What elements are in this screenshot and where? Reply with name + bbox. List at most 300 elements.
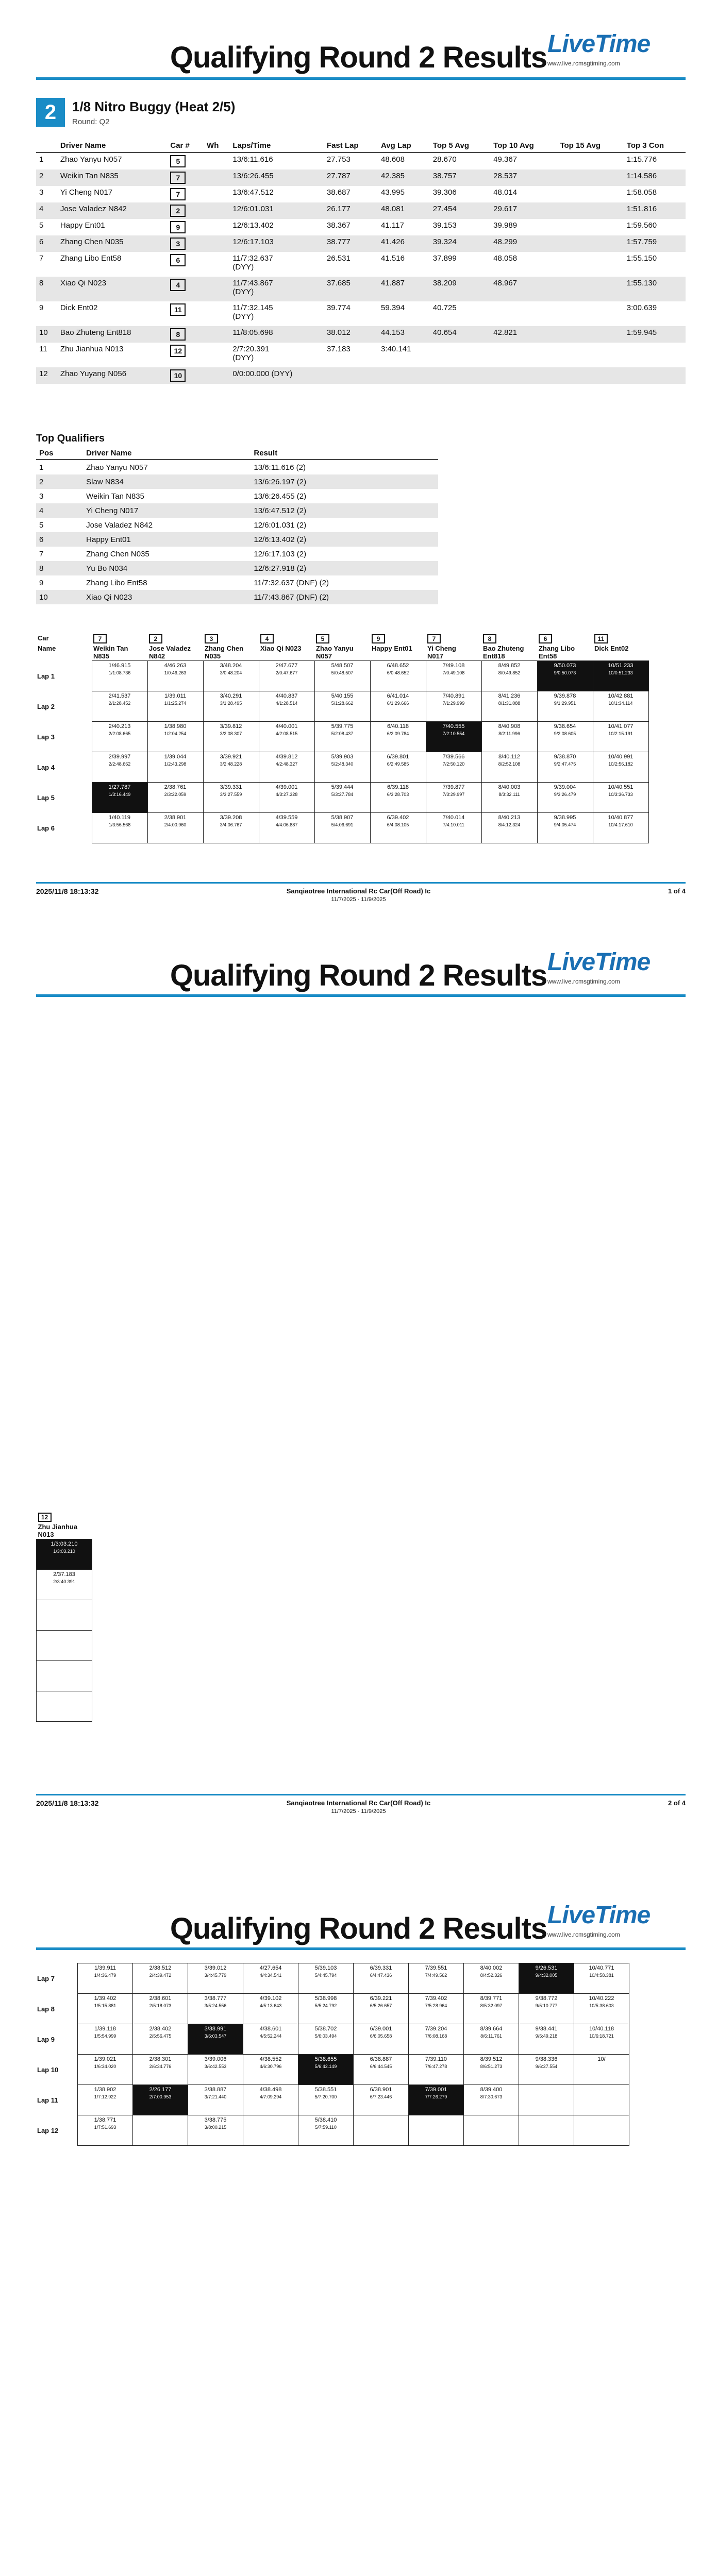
result-avg-cell: 48.608 bbox=[381, 155, 405, 164]
lap-cell bbox=[464, 2085, 519, 2115]
laps-time-value: 2/7:20.391 bbox=[232, 345, 270, 353]
lap-total: 3/8:00.215 bbox=[204, 2125, 227, 2130]
footer-event-dates: 11/7/2025 - 11/9/2025 bbox=[331, 896, 386, 903]
lap-total: 6/3:28.703 bbox=[387, 792, 409, 797]
lap-total: 4/5:52.244 bbox=[259, 2033, 282, 2039]
lap-total: 1/3:16.449 bbox=[108, 792, 131, 797]
lap-cell bbox=[37, 1570, 92, 1600]
result-fast-cell: 38.367 bbox=[326, 221, 351, 230]
laps-note: (DYY) bbox=[232, 312, 254, 321]
lap-grid-page-2 bbox=[36, 1512, 92, 1722]
result-t15-cell bbox=[557, 170, 623, 186]
driver-name-cell: Zhu Jianhua N013 bbox=[60, 345, 124, 353]
result-t5-cell bbox=[430, 367, 490, 384]
lap-time: 1/39.911 bbox=[94, 1965, 116, 1971]
lap-cell bbox=[188, 2115, 243, 2146]
result-t10-cell bbox=[490, 367, 557, 384]
result-fast-cell: 37.685 bbox=[324, 277, 378, 301]
lap-grid-car-row bbox=[37, 1512, 92, 1522]
lap-time: 4/39.559 bbox=[275, 815, 298, 821]
lap-cell bbox=[519, 1994, 574, 2024]
qualifier-position: 5 bbox=[39, 520, 44, 530]
lap-cell bbox=[519, 1963, 574, 1994]
qualifier-result: 13/6:47.512 (2) bbox=[251, 503, 438, 518]
result-t5-cell: 37.899 bbox=[432, 254, 457, 263]
column-car-number bbox=[370, 634, 426, 644]
name-label: Name bbox=[38, 645, 56, 652]
column-driver-name bbox=[37, 1522, 92, 1539]
driver-id: N057 bbox=[316, 652, 332, 660]
qualifier-result: 12/6:13.402 (2) bbox=[251, 532, 438, 547]
laps-note: (DYY) bbox=[232, 263, 254, 272]
laps-time-cell bbox=[229, 152, 323, 170]
lap-cell bbox=[37, 1631, 92, 1661]
qualifier-result: 11/7:32.637 (DNF) (2) bbox=[254, 578, 329, 587]
position-cell: 8 bbox=[36, 277, 57, 301]
car-number-badge: 3 bbox=[205, 634, 218, 643]
lap-label: Lap 3 bbox=[37, 733, 55, 741]
car-number-badge: 6 bbox=[170, 254, 186, 266]
lap-cell bbox=[259, 722, 314, 752]
lap-time: 9/38.995 bbox=[554, 815, 576, 821]
lap-cell bbox=[37, 1600, 92, 1631]
lap-label: Lap 10 bbox=[37, 2065, 59, 2074]
results-header bbox=[36, 139, 57, 152]
car-number-badge: 5 bbox=[170, 155, 186, 167]
results-row bbox=[36, 186, 686, 202]
position-cell: 9 bbox=[39, 303, 44, 312]
lap-total: 2/5:18.073 bbox=[149, 2003, 172, 2008]
laps-time-value: 11/8:05.698 bbox=[232, 328, 273, 337]
qualifier-result: 12/6:01.031 (2) bbox=[254, 520, 307, 530]
result-t5-cell: 38.757 bbox=[430, 170, 490, 186]
lap-cell bbox=[370, 661, 426, 691]
lap-time: 8/39.512 bbox=[480, 2056, 503, 2062]
lap-row bbox=[36, 783, 648, 813]
lap-time: 6/39.331 bbox=[370, 1965, 392, 1971]
lap-grid-car-row bbox=[36, 634, 648, 644]
lap-time: 7/39.402 bbox=[425, 1995, 447, 2002]
lap-label: Lap 9 bbox=[37, 2035, 55, 2043]
page-title: Qualifying Round 2 Results bbox=[170, 1912, 547, 1945]
lap-total: 2/4:39.472 bbox=[149, 1973, 172, 1978]
result-fast-cell: 27.753 bbox=[326, 155, 351, 164]
laps-time-value: 11/7:32.145 bbox=[232, 303, 273, 312]
position-cell: 5 bbox=[39, 221, 44, 230]
lap-cell bbox=[243, 1994, 298, 2024]
lap-total: 9/4:32.005 bbox=[535, 1973, 558, 1978]
lap-total: 7/0:49.108 bbox=[442, 670, 465, 675]
lap-time: 10/42.881 bbox=[608, 693, 633, 699]
lap-time: 7/39.204 bbox=[425, 2026, 447, 2032]
lap-time: 4/40.001 bbox=[275, 723, 298, 730]
lap-cell bbox=[147, 783, 203, 813]
results-header: Fast Lap bbox=[324, 139, 378, 152]
lap-cell bbox=[203, 661, 259, 691]
lap-time: 9/26.531 bbox=[535, 1965, 558, 1971]
lap-cell bbox=[354, 2055, 409, 2085]
lap-total: 10/1:34.114 bbox=[608, 701, 633, 706]
car-number-cell bbox=[167, 170, 204, 186]
lap-time: 7/39.566 bbox=[442, 754, 465, 760]
lap-cell bbox=[370, 722, 426, 752]
lap-total: 9/6:27.554 bbox=[535, 2064, 558, 2069]
lap-cell bbox=[133, 2024, 188, 2055]
lap-row bbox=[36, 752, 648, 783]
lap-cell bbox=[78, 1963, 133, 1994]
driver-name-cell: Xiao Qi N023 bbox=[57, 277, 167, 301]
lap-time: 6/39.001 bbox=[370, 2026, 392, 2032]
lap-total: 6/1:29.666 bbox=[387, 701, 409, 706]
result-con-cell: 1:59.560 bbox=[626, 221, 657, 230]
livetime-logo: LiveTime bbox=[547, 1902, 651, 1929]
driver-name: Weikin Tan bbox=[93, 645, 128, 652]
lap-label: Lap 7 bbox=[37, 1974, 55, 1982]
wheel-cell bbox=[204, 326, 229, 343]
lap-cell bbox=[593, 783, 648, 813]
driver-id: Ent818 bbox=[483, 652, 505, 660]
lap-time: 1/38.902 bbox=[94, 2087, 116, 2093]
driver-id: N017 bbox=[427, 652, 444, 660]
lap-total: 10/2:56.182 bbox=[608, 761, 633, 767]
lap-total: 4/4:34.541 bbox=[259, 1973, 282, 1978]
lap-total: 2/6:34.776 bbox=[149, 2064, 172, 2069]
lap-total: 10/6:18.721 bbox=[589, 2033, 614, 2039]
lap-row bbox=[36, 661, 648, 691]
wheel-cell bbox=[204, 170, 229, 186]
car-number-badge: 8 bbox=[170, 328, 186, 341]
result-t5-cell: 40.725 bbox=[432, 303, 457, 312]
lap-cell bbox=[409, 2024, 464, 2055]
laps-time-value: 12/6:01.031 bbox=[232, 205, 274, 213]
driver-name: Zhu Jianhua bbox=[38, 1523, 78, 1531]
lap-row bbox=[36, 813, 648, 843]
heat-title: 1/8 Nitro Buggy (Heat 2/5) bbox=[72, 99, 236, 114]
lap-cell bbox=[314, 752, 370, 783]
car-number-cell bbox=[167, 219, 204, 235]
lap-cell bbox=[203, 752, 259, 783]
lap-time: 3/39.331 bbox=[220, 784, 242, 790]
result-t15-cell bbox=[557, 235, 623, 252]
lap-time: 3/38.991 bbox=[204, 2026, 227, 2032]
lap-time: 1/39.118 bbox=[94, 2026, 116, 2032]
lap-row bbox=[36, 2115, 629, 2146]
header-divider bbox=[36, 77, 686, 80]
lap-grid-page-1 bbox=[36, 634, 649, 843]
lap-time: 7/39.110 bbox=[425, 2056, 447, 2062]
lap-cell bbox=[370, 783, 426, 813]
lap-cell bbox=[188, 2024, 243, 2055]
car-number-badge: 12 bbox=[170, 345, 186, 357]
lap-time: 7/40.555 bbox=[442, 723, 465, 730]
top-qualifier-row bbox=[36, 518, 438, 532]
lap-cell bbox=[519, 2055, 574, 2085]
car-number-badge: 2 bbox=[170, 205, 186, 217]
lap-cell bbox=[203, 722, 259, 752]
lap-total: 4/2:48.327 bbox=[275, 761, 298, 767]
lap-time: 5/38.551 bbox=[314, 2087, 337, 2093]
lap-total: 1/5:54.999 bbox=[94, 2033, 116, 2039]
column-car-number bbox=[259, 634, 314, 644]
laps-time-value: 11/7:43.867 bbox=[232, 279, 273, 287]
driver-id: Ent58 bbox=[539, 652, 557, 660]
results-header: Top 5 Avg bbox=[430, 139, 490, 152]
heat-subtitle: Round: Q2 bbox=[72, 117, 110, 126]
column-car-number bbox=[537, 634, 593, 644]
lap-cell bbox=[78, 2055, 133, 2085]
lap-total: 7/7:26.279 bbox=[425, 2094, 447, 2099]
lap-total: 7/2:10.554 bbox=[442, 731, 465, 736]
laps-note: (DYY) bbox=[232, 287, 254, 296]
laps-time-cell bbox=[229, 170, 323, 186]
car-number-cell bbox=[167, 235, 204, 252]
lap-total: 1/7:51.693 bbox=[94, 2125, 116, 2130]
qualifier-result: 13/6:26.455 (2) bbox=[254, 492, 307, 501]
lap-row bbox=[37, 1539, 92, 1570]
lap-label: Lap 8 bbox=[37, 2005, 55, 2013]
lap-time: 2/39.997 bbox=[108, 754, 131, 760]
position-cell: 2 bbox=[36, 170, 57, 186]
position-cell: 12 bbox=[36, 367, 57, 384]
car-number-badge: 7 bbox=[427, 634, 441, 643]
lap-cell bbox=[426, 661, 481, 691]
lap-cell bbox=[92, 722, 147, 752]
lap-time: 6/39.221 bbox=[370, 1995, 392, 2002]
lap-total: 9/1:29.951 bbox=[554, 701, 576, 706]
lap-time: 5/39.444 bbox=[331, 784, 354, 790]
lap-cell bbox=[314, 661, 370, 691]
laps-time-cell bbox=[229, 252, 323, 277]
lap-time: 4/27.654 bbox=[259, 1965, 282, 1971]
lap-time: 8/40.003 bbox=[498, 784, 521, 790]
lap-total: 9/2:08.605 bbox=[554, 731, 576, 736]
lap-cell bbox=[133, 2115, 188, 2146]
result-avg-cell: 41.516 bbox=[381, 254, 405, 263]
car-number-cell bbox=[167, 152, 204, 170]
lap-cell bbox=[133, 1963, 188, 1994]
result-t10-cell: 48.967 bbox=[490, 277, 557, 301]
footer-date: 2025/11/8 18:13:32 bbox=[36, 887, 99, 895]
lap-time: 8/41.236 bbox=[498, 693, 521, 699]
results-row bbox=[36, 219, 686, 235]
lap-time: 10/ bbox=[597, 2056, 606, 2062]
top-qualifier-row bbox=[36, 561, 438, 575]
position-cell: 11 bbox=[39, 345, 47, 353]
top-qualifier-row bbox=[36, 547, 438, 561]
lap-cell bbox=[314, 691, 370, 722]
lap-total: 6/2:09.784 bbox=[387, 731, 409, 736]
position-cell: 4 bbox=[36, 202, 57, 219]
lap-cell bbox=[92, 783, 147, 813]
lap-cell bbox=[481, 813, 537, 843]
lap-total: 4/7:09.294 bbox=[259, 2094, 282, 2099]
car-number-badge: 7 bbox=[170, 172, 186, 184]
result-t15-cell bbox=[557, 186, 623, 202]
result-avg-cell: 59.394 bbox=[381, 303, 405, 312]
lap-time: 1/38.980 bbox=[164, 723, 187, 730]
driver-name: Zhang Libo bbox=[539, 645, 575, 652]
lap-time: 1/39.011 bbox=[164, 693, 186, 699]
laps-time-cell bbox=[229, 235, 323, 252]
laps-time-cell bbox=[229, 277, 323, 301]
lap-time: 3/39.006 bbox=[204, 2056, 227, 2062]
lap-cell bbox=[481, 722, 537, 752]
lap-total: 2/3:22.059 bbox=[164, 792, 187, 797]
lap-cell bbox=[203, 783, 259, 813]
lap-total: 2/7:00.953 bbox=[149, 2094, 172, 2099]
qualifier-name: Weikin Tan N835 bbox=[86, 492, 144, 501]
qualifier-result: 12/6:17.103 (2) bbox=[254, 549, 307, 558]
lap-label: Lap 6 bbox=[37, 824, 55, 832]
result-con-cell bbox=[624, 367, 686, 384]
car-number-cell bbox=[167, 343, 204, 367]
lap-time: 3/48.204 bbox=[220, 663, 242, 669]
lap-time: 10/51.233 bbox=[608, 663, 633, 669]
lap-cell bbox=[243, 2024, 298, 2055]
lap-time: 8/40.908 bbox=[498, 723, 521, 730]
lap-time: 2/38.901 bbox=[164, 815, 187, 821]
lap-total: 2/2:08.665 bbox=[108, 731, 131, 736]
lap-time: 4/39.001 bbox=[275, 784, 298, 790]
lap-total: 9/2:47.475 bbox=[554, 761, 576, 767]
result-fast-cell: 38.012 bbox=[324, 326, 378, 343]
lap-total: 10/5:38.603 bbox=[589, 2003, 614, 2008]
lap-total: 5/2:48.340 bbox=[331, 761, 354, 767]
qualifier-name: Yi Cheng N017 bbox=[83, 503, 251, 518]
lap-cell bbox=[426, 752, 481, 783]
lap-cell bbox=[203, 691, 259, 722]
top-qualifiers-title: Top Qualifiers bbox=[36, 433, 105, 444]
lap-time: 8/40.213 bbox=[498, 815, 521, 821]
qualifier-position: 7 bbox=[39, 549, 44, 558]
result-fast-cell: 26.531 bbox=[326, 254, 351, 263]
report-page-1 bbox=[0, 0, 717, 927]
lap-total: 5/7:59.110 bbox=[315, 2125, 337, 2130]
laps-time-cell bbox=[229, 367, 323, 384]
lap-time: 2/38.301 bbox=[149, 2056, 172, 2062]
results-row bbox=[36, 152, 686, 170]
lap-total: 6/5:26.657 bbox=[370, 2003, 392, 2008]
lap-row bbox=[36, 691, 648, 722]
lap-cell bbox=[537, 752, 593, 783]
results-row bbox=[36, 301, 686, 326]
laps-time-value: 13/6:47.512 bbox=[232, 188, 274, 197]
result-t10-cell: 48.058 bbox=[493, 254, 518, 263]
heat-number-badge: 2 bbox=[36, 98, 65, 127]
lap-total: 2/3:40.391 bbox=[53, 1579, 75, 1584]
footer-date: 2025/11/8 18:13:32 bbox=[36, 1799, 99, 1807]
logo-url: www.live.rcmsgtiming.com bbox=[547, 1931, 620, 1938]
result-avg-cell: 41.887 bbox=[378, 277, 430, 301]
lap-cell bbox=[370, 813, 426, 843]
result-t10-cell: 48.299 bbox=[490, 235, 557, 252]
lap-total: 3/4:06.767 bbox=[220, 822, 242, 827]
top-qualifier-row bbox=[36, 575, 438, 590]
lap-row bbox=[37, 1691, 92, 1722]
lap-total: 9/0:50.073 bbox=[554, 670, 576, 675]
lap-cell bbox=[298, 2024, 354, 2055]
result-avg-cell bbox=[378, 367, 430, 384]
qualifier-name: Zhang Chen N035 bbox=[86, 549, 149, 558]
result-avg-cell: 48.081 bbox=[378, 202, 430, 219]
lap-grid-page-3 bbox=[36, 1963, 629, 2146]
result-t10-cell: 48.014 bbox=[493, 188, 518, 197]
lap-time: 7/39.551 bbox=[425, 1965, 447, 1971]
lap-time: 1/46.915 bbox=[108, 663, 131, 669]
lap-cell bbox=[409, 1994, 464, 2024]
qualifier-name: Happy Ent01 bbox=[83, 532, 251, 547]
lap-cell bbox=[259, 691, 314, 722]
lap-time: 9/38.336 bbox=[535, 2056, 558, 2062]
lap-cell bbox=[314, 722, 370, 752]
car-number-badge: 7 bbox=[93, 634, 107, 643]
lap-total: 5/0:48.507 bbox=[331, 670, 354, 675]
column-car-number bbox=[37, 1512, 92, 1522]
wheel-cell bbox=[204, 202, 229, 219]
result-con-cell: 1:14.586 bbox=[624, 170, 686, 186]
lap-time: 10/41.077 bbox=[608, 723, 633, 730]
lap-cell bbox=[370, 752, 426, 783]
lap-cell bbox=[298, 2085, 354, 2115]
column-car-number bbox=[314, 634, 370, 644]
lap-total: 5/4:45.794 bbox=[314, 1973, 337, 1978]
lap-time: 3/38.887 bbox=[204, 2087, 227, 2093]
qualifier-position: 10 bbox=[36, 590, 83, 604]
lap-cell bbox=[314, 813, 370, 843]
top-qualifier-row bbox=[36, 474, 438, 489]
lap-cell bbox=[464, 2055, 519, 2085]
lap-cell bbox=[298, 1994, 354, 2024]
livetime-logo: LiveTime bbox=[547, 30, 651, 58]
result-con-cell: 1:59.945 bbox=[624, 326, 686, 343]
lap-total: 5/6:42.149 bbox=[314, 2064, 337, 2069]
lap-time: 4/38.498 bbox=[259, 2087, 282, 2093]
result-t5-cell bbox=[430, 343, 490, 367]
lap-time: 3/39.012 bbox=[204, 1965, 227, 1971]
position-cell: 6 bbox=[36, 235, 57, 252]
results-header: Top 15 Avg bbox=[557, 139, 623, 152]
lap-cell bbox=[188, 1963, 243, 1994]
qualifier-position: 8 bbox=[36, 561, 83, 575]
qualifier-result: 13/6:11.616 (2) bbox=[254, 463, 306, 472]
qualifier-position: 4 bbox=[36, 503, 83, 518]
lap-grid-name-row bbox=[37, 1522, 92, 1539]
driver-name-cell: Zhang Chen N035 bbox=[57, 235, 167, 252]
wheel-cell bbox=[204, 219, 229, 235]
lap-total: 8/3:32.111 bbox=[498, 792, 520, 797]
driver-name-cell: Yi Cheng N017 bbox=[60, 188, 113, 197]
lap-total: 5/2:08.437 bbox=[331, 731, 354, 736]
top-qualifier-row bbox=[36, 532, 438, 547]
results-row bbox=[36, 202, 686, 219]
lap-time: 9/38.870 bbox=[554, 754, 576, 760]
lap-time: 7/49.108 bbox=[442, 663, 465, 669]
lap-cell bbox=[426, 783, 481, 813]
results-row bbox=[36, 367, 686, 384]
lap-cell bbox=[37, 1691, 92, 1722]
lap-time: 6/48.652 bbox=[387, 663, 409, 669]
car-number-badge: 11 bbox=[170, 303, 186, 316]
result-avg-cell: 43.995 bbox=[381, 188, 405, 197]
result-t5-cell: 40.654 bbox=[430, 326, 490, 343]
lap-total: 8/7:30.673 bbox=[480, 2094, 503, 2099]
driver-name: Bao Zhuteng bbox=[483, 645, 524, 652]
lap-cell bbox=[464, 1994, 519, 2024]
driver-name-cell: Weikin Tan N835 bbox=[57, 170, 167, 186]
lap-cell bbox=[574, 2115, 629, 2146]
lap-time: 9/38.654 bbox=[554, 723, 576, 730]
lap-total: 7/3:29.997 bbox=[442, 792, 465, 797]
